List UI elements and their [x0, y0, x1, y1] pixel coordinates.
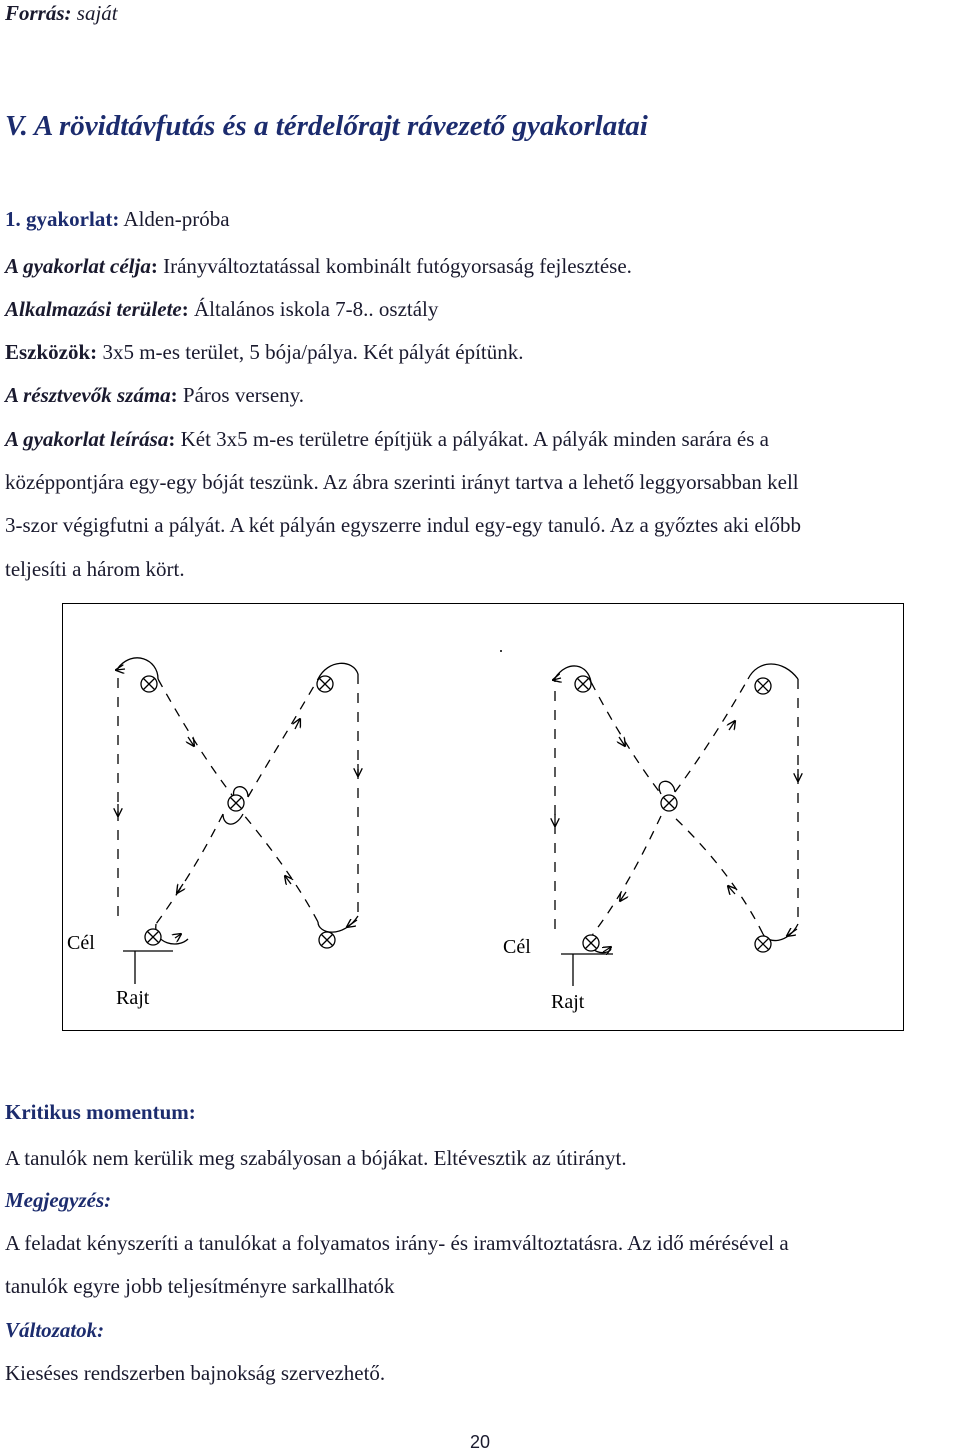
- exercise-value: Alden-próba: [119, 207, 230, 231]
- right-arrows: [553, 678, 798, 952]
- goal-value: Irányváltoztatással kombinált futógyorsaság fejlesztése.: [163, 254, 632, 278]
- right-path-diag-down-1: [591, 682, 661, 794]
- tools-value: 3x5 m-es terület, 5 bója/pálya. Két pályát építünk.: [97, 340, 524, 364]
- course-diagram-svg: [63, 604, 905, 1032]
- participants-value: Páros verseny.: [182, 383, 305, 407]
- source-value: saját: [71, 1, 118, 25]
- left-path-center-loop-2: [223, 814, 243, 824]
- left-path-top-left-turn: [118, 658, 158, 679]
- description-text-1: Két 3x5 m-es területre építjük a pályákat. A pályák minden sarára és a: [180, 427, 769, 451]
- description-line-4: teljesíti a három kört.: [5, 557, 185, 581]
- area-value: Általános iskola 7-8.. osztály: [194, 297, 439, 321]
- right-buoy-center: [661, 795, 677, 811]
- start-label-left: Rajt: [116, 987, 150, 1009]
- area-label: Alkalmazási területe: [5, 297, 182, 321]
- right-path-top-right-turn: [748, 664, 798, 679]
- description-sep: :: [168, 427, 181, 451]
- left-buoy-center: [228, 795, 244, 811]
- finish-label-left: Cél: [67, 932, 95, 954]
- participants-label: A résztvevők száma: [5, 383, 171, 407]
- left-start-line: [123, 951, 173, 984]
- right-buoy-bottom-right: [755, 936, 771, 952]
- left-path-diag-down-1: [158, 679, 235, 799]
- description-line-1: [5, 426, 769, 452]
- right-path-diag-up-1: [675, 679, 748, 792]
- description-label: A gyakorlat leírása: [5, 427, 169, 451]
- left-path-diag-up-2: [243, 814, 318, 922]
- left-buoy-bottom-left: [145, 929, 161, 945]
- right-buoy-top-left: [575, 676, 591, 692]
- area-sep: :: [181, 297, 195, 321]
- participants-line: [5, 382, 304, 408]
- start-label-right: Rajt: [551, 991, 585, 1013]
- variants-text: Kieséses rendszerben bajnokság szervezhető.: [5, 1361, 386, 1385]
- right-buoys: [575, 676, 771, 952]
- right-path-diag-down-2: [593, 816, 661, 934]
- right-buoy-top-right: [755, 678, 771, 694]
- description-line-2: középpontjára egy-egy bóját teszünk. Az ábra szerinti irányt tartva a lehető leggyorsabban kell: [5, 470, 799, 494]
- description-line-3: 3-szor végigfutni a pályát. A két pályán egyszerre indul egy-egy tanuló. Az a győztes aki előbb: [5, 513, 802, 537]
- right-buoy-bottom-left: [583, 935, 599, 951]
- page-number: 20: [469, 1432, 491, 1452]
- left-buoy-bottom-right: [319, 932, 335, 948]
- left-buoys: [141, 676, 335, 948]
- participants-sep: :: [170, 383, 183, 407]
- tools-label: Eszközök:: [5, 340, 98, 364]
- goal-line: [5, 253, 632, 279]
- tools-line: [5, 339, 523, 365]
- left-buoy-top-left: [141, 676, 157, 692]
- area-line: [5, 296, 438, 322]
- left-buoy-top-right: [317, 676, 333, 692]
- exercise-label: 1. gyakorlat:: [5, 207, 120, 231]
- right-path-center-loop: [659, 781, 675, 794]
- variants-heading: Változatok:: [5, 1318, 105, 1342]
- goal-sep: :: [150, 254, 164, 278]
- stray-dot: [500, 650, 502, 652]
- exercise-heading: [5, 206, 230, 232]
- section-title: V. A rövidtávfutás és a térdelőrajt rávezető gyakorlatai: [5, 110, 648, 142]
- finish-label-right: Cél: [503, 936, 531, 958]
- left-path-diag-down-2: [156, 814, 223, 924]
- note-heading: Megjegyzés:: [5, 1188, 112, 1212]
- note-line-2: tanulók egyre jobb teljesítményre sarkallhatók: [5, 1274, 395, 1298]
- right-start-line: [561, 954, 613, 986]
- course-diagram: [62, 603, 904, 1031]
- source-line: [5, 0, 118, 26]
- critical-text: A tanulók nem kerülik meg szabályosan a bójákat. Eltévesztik az útirányt.: [5, 1146, 627, 1170]
- goal-label: A gyakorlat célja: [5, 254, 151, 278]
- critical-heading: Kritikus momentum:: [5, 1100, 196, 1124]
- source-label: Forrás:: [5, 1, 72, 25]
- right-path-diag-up-2: [673, 816, 763, 934]
- left-path-diag-up-1: [248, 679, 318, 797]
- note-line-1: A feladat kényszeríti a tanulókat a folyamatos irány- és iramváltoztatásra. Az idő mérésével a: [5, 1231, 789, 1255]
